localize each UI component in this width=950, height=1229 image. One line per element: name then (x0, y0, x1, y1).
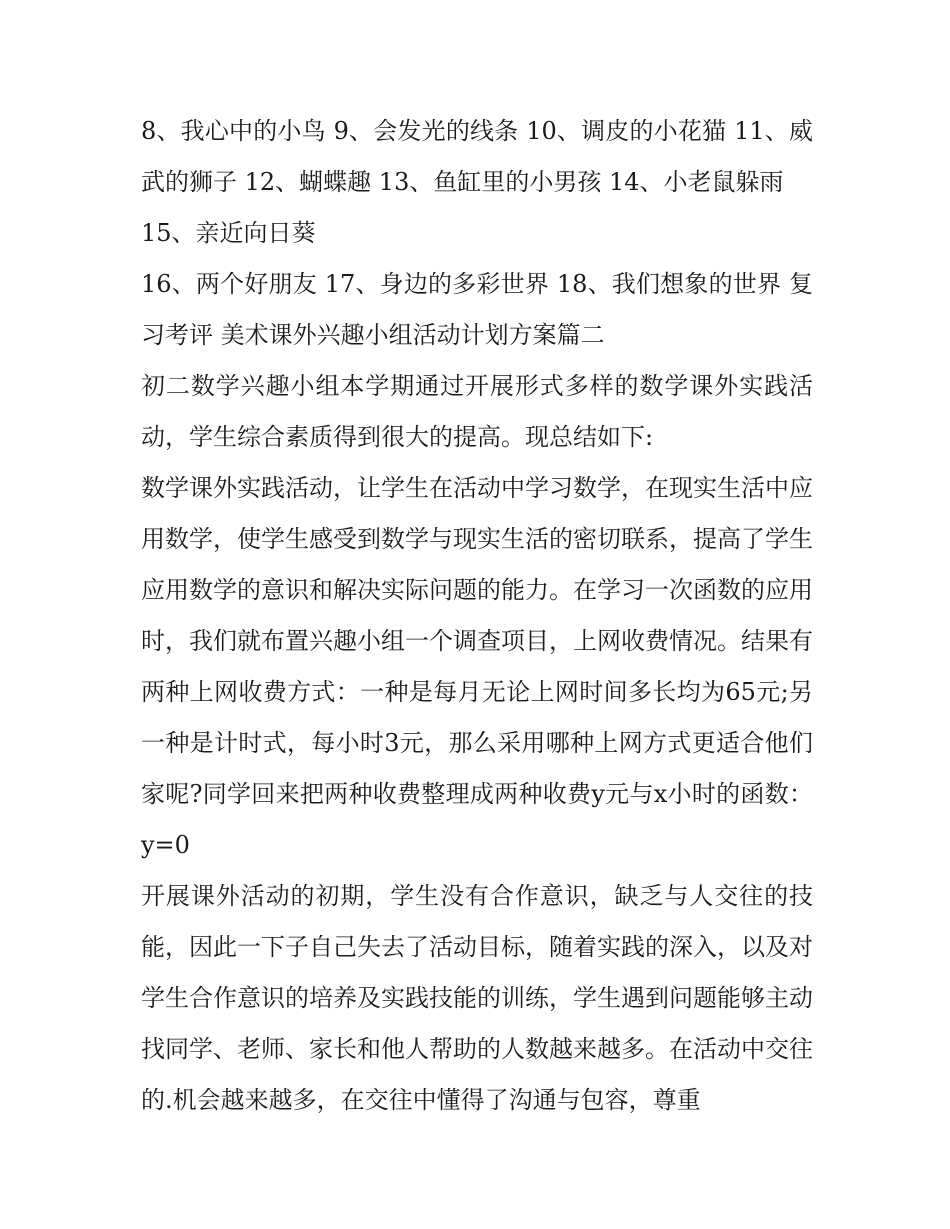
paragraph-practice-activity: 数学课外实践活动，让学生在活动中学习数学，在现实生活中应用数学，使学生感受到数学与现实生活的密切联系，提高了学生应用数学的意识和解决实际问题的能力。在学习一次函数的应用时，我们就布置兴趣小组一个调查项目，上网收费情况。结果有两种上网收费方式：一种是每月无论上网时间多长均为65元;另一种是计时式，每小时3元，那么采用哪种上网方式更适合他们家呢?同学回来把两种收费整理成两种收费y元与x小时的函数：y=0 (141, 474, 813, 859)
paragraph-lesson-list-2: 15、亲近向日葵 (141, 219, 316, 247)
paragraph-summary-intro: 初二数学兴趣小组本学期通过开展形式多样的数学课外实践活动，学生综合素质得到很大的提高。现总结如下: (141, 372, 813, 451)
paragraph-lesson-list-3: 16、两个好朋友 17、身边的多彩世界 18、我们想象的世界 复习考评 美术课外兴趣小组活动计划方案篇二 (141, 270, 813, 349)
paragraph-lesson-list-1: 8、我心中的小鸟 9、会发光的线条 10、调皮的小花猫 11、威武的狮子 12、蝴蝶趣 13、鱼缸里的小男孩 14、小老鼠躲雨 (141, 117, 813, 196)
document-body (141, 106, 813, 1126)
paragraph-cooperation: 开展课外活动的初期，学生没有合作意识，缺乏与人交往的技能，因此一下子自己失去了活动目标，随着实践的深入，以及对学生合作意识的培养及实践技能的训练，学生遇到问题能够主动找同学、老师、家长和他人帮助的人数越来越多。在活动中交往的.机会越来越多，在交往中懂得了沟通与包容，尊重 (141, 882, 813, 1114)
